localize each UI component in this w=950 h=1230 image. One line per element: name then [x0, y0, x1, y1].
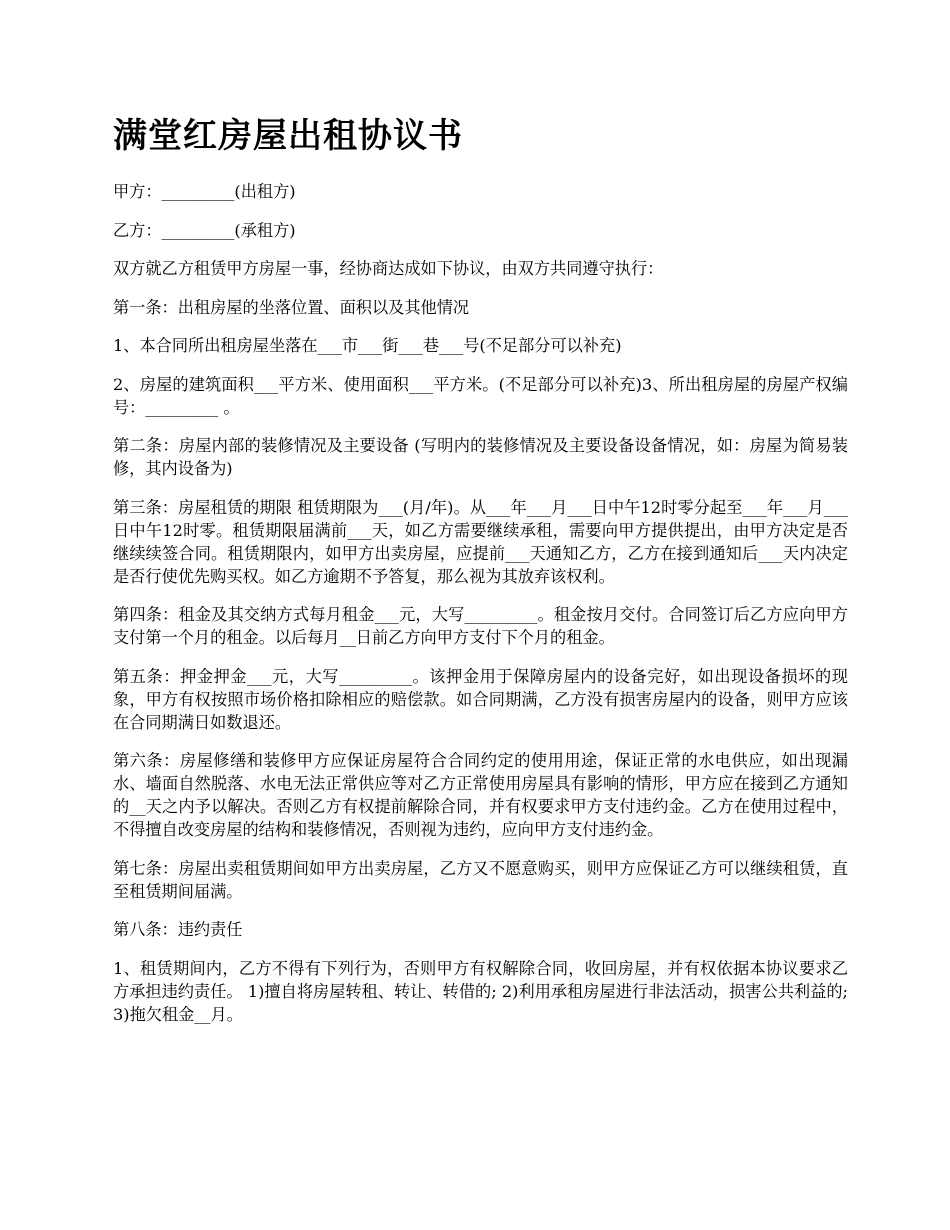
- document-title: 满堂红房屋出租协议书: [113, 116, 463, 156]
- document-body: [113, 180, 848, 1041]
- party-a-line: 甲方：_________(出租方): [113, 182, 296, 201]
- intro-paragraph: 双方就乙方租赁甲方房屋一事，经协商达成如下协议，由双方共同遵守执行：: [113, 259, 664, 278]
- article-7-paragraph: 第七条：房屋出卖租赁期间如甲方出卖房屋，乙方又不愿意购买，则甲方应保证乙方可以继续租赁，直至租赁期间届满。: [113, 858, 848, 901]
- article-8-item-1: 1、租赁期间内，乙方不得有下列行为，否则甲方有权解除合同，收回房屋，并有权依据本协议要求乙方承担违约责任。 1)擅自将房屋转租、转让、转借的; 2)利用承租房屋进行非法活动，损害公共利益的; 3)拖欠租金__月。: [113, 958, 848, 1024]
- article-5-paragraph: 第五条：押金押金___元，大写_________。该押金用于保障房屋内的设备完好，如出现设备损坏的现象，甲方有权按照市场价格扣除相应的赔偿款。如合同期满，乙方没有损害房屋内的设备，则甲方应该在合同期满日如数退还。: [113, 666, 848, 732]
- article-1-item-1: 1、本合同所出租房屋坐落在___市___街___巷___号(不足部分可以补充): [113, 336, 622, 355]
- article-1-heading: 第一条：出租房屋的坐落位置、面积以及其他情况: [113, 297, 470, 317]
- article-2-paragraph: 第二条：房屋内部的装修情况及主要设备 (写明内的装修情况及主要设备设备情况，如：房屋为简易装修，其内设备为): [113, 436, 848, 478]
- party-b-line: 乙方：_________(承租方): [113, 220, 296, 240]
- article-3-paragraph: 第三条：房屋租赁的期限 租赁期限为___(月/年)。从___年___月___日中午12时零分起至___年___月___日中午12时零。租赁期限届满前___天，如乙方需要继续承租，需要向甲方提供提出，由甲方决定是否继续续签合同。租赁期限内，如甲方出卖房屋，应提前___天通知乙方，乙方在接到通知后___天内决定是否行使优先购买权。如乙方逾期不予答复，那么视为其放弃该权利。: [113, 497, 848, 586]
- article-4-paragraph: 第四条：租金及其交纳方式每月租金___元，大写_________。租金按月交付。合同签订后乙方应向甲方支付第一个月的租金。以后每月__日前乙方向甲方支付下个月的租金。: [113, 605, 848, 647]
- article-1-item-2: 2、房屋的建筑面积___平方米、使用面积___平方米。(不足部分可以补充)3、所出租房屋的房屋产权编号：_________ 。: [113, 374, 848, 417]
- article-6-paragraph: 第六条：房屋修缮和装修甲方应保证房屋符合合同约定的使用用途，保证正常的水电供应，如出现漏水、墙面自然脱落、水电无法正常供应等对乙方正常使用房屋具有影响的情形，甲方应在接到乙方通知的__天之内予以解决。否则乙方有权提前解除合同，并有权要求甲方支付违约金。乙方在使用过程中，不得擅自改变房屋的结构和装修情况，否则视为违约，应向甲方支付违约金。: [113, 751, 848, 839]
- article-8-heading: 第八条：违约责任: [113, 920, 243, 939]
